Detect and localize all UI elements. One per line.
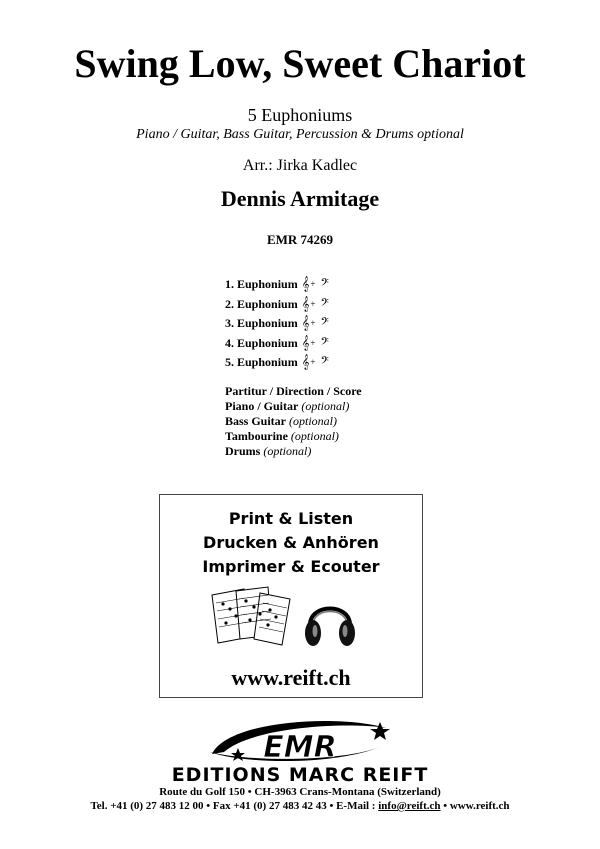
extra-note: (optional)	[290, 429, 339, 443]
part-item	[225, 353, 329, 373]
plus-sign: +	[310, 357, 316, 368]
part-item	[225, 334, 329, 354]
plus-sign: +	[310, 298, 316, 309]
part-item	[225, 314, 329, 334]
logo-text: EMR	[263, 730, 337, 765]
extra-label: Bass Guitar	[225, 414, 287, 428]
composer: Dennis Armitage	[220, 186, 380, 211]
bass-clef-icon: 𝄢	[320, 335, 329, 351]
page-title: Swing Low, Sweet Chariot	[74, 41, 526, 86]
publisher-address: Route du Golf 150 • CH-3963 Crans-Montana (Switzerland)	[159, 786, 441, 798]
part-item	[225, 275, 329, 295]
parts-list	[225, 275, 329, 373]
part-item	[225, 295, 329, 315]
promo-line-de: Drucken & Anhören	[203, 533, 379, 552]
extra-label: Piano / Guitar	[225, 399, 299, 413]
website-link[interactable]: www.reift.ch	[231, 665, 351, 690]
treble-clef-icon: 𝄞	[301, 316, 310, 332]
headphones-icon	[302, 591, 358, 649]
extra-note: (optional)	[289, 414, 338, 428]
treble-clef-icon: 𝄞	[301, 296, 310, 312]
sheet-music-icon	[208, 585, 294, 647]
extra-label: Drums	[225, 444, 261, 458]
extra-label: Partitur / Direction / Score	[225, 384, 362, 398]
bass-clef-icon: 𝄢	[320, 296, 329, 312]
extra-item	[225, 429, 362, 444]
part-label: 2. Euphonium	[225, 296, 298, 311]
part-label: 5. Euphonium	[225, 355, 298, 370]
treble-clef-icon: 𝄞	[301, 277, 310, 292]
part-label: 4. Euphonium	[225, 335, 298, 350]
contact-phone-fax: Tel. +41 (0) 27 483 12 00 • Fax +41 (0) 27 483 42 43 • E-Mail :	[90, 800, 379, 812]
extra-item	[225, 414, 362, 429]
contact-website: • www.reift.ch	[440, 800, 510, 812]
publisher-contact	[0, 800, 600, 812]
optional-instruments: Piano / Guitar, Bass Guitar, Percussion & Drums optional	[136, 127, 464, 142]
part-label: 3. Euphonium	[225, 316, 298, 331]
arranger: Arr.: Jirka Kadlec	[242, 157, 358, 174]
extra-note: (optional)	[301, 399, 350, 413]
extras-list	[225, 384, 362, 459]
print-listen-box	[159, 494, 423, 698]
catalog-number: EMR 74269	[266, 232, 334, 247]
plus-sign: +	[310, 318, 316, 329]
email-link[interactable]: info@reift.ch	[378, 800, 441, 812]
treble-clef-icon: 𝄞	[301, 335, 310, 351]
treble-clef-icon: 𝄞	[301, 355, 310, 371]
bass-clef-icon: 𝄢	[320, 277, 329, 292]
plus-sign: +	[310, 337, 316, 348]
extra-item	[225, 444, 362, 459]
extra-item	[225, 399, 362, 414]
bass-clef-icon: 𝄢	[320, 316, 329, 332]
instrumentation: 5 Euphoniums	[247, 105, 353, 125]
bass-clef-icon: 𝄢	[320, 355, 329, 371]
promo-line-fr: Imprimer & Ecouter	[202, 557, 380, 576]
extra-item	[225, 384, 362, 399]
extra-label: Tambourine	[225, 429, 288, 443]
promo-line-en: Print & Listen	[228, 509, 354, 528]
part-label: 1. Euphonium	[225, 277, 298, 291]
plus-sign: +	[310, 279, 316, 289]
extra-note: (optional)	[263, 444, 312, 458]
publisher-name: EDITIONS MARC REIFT	[171, 764, 429, 786]
